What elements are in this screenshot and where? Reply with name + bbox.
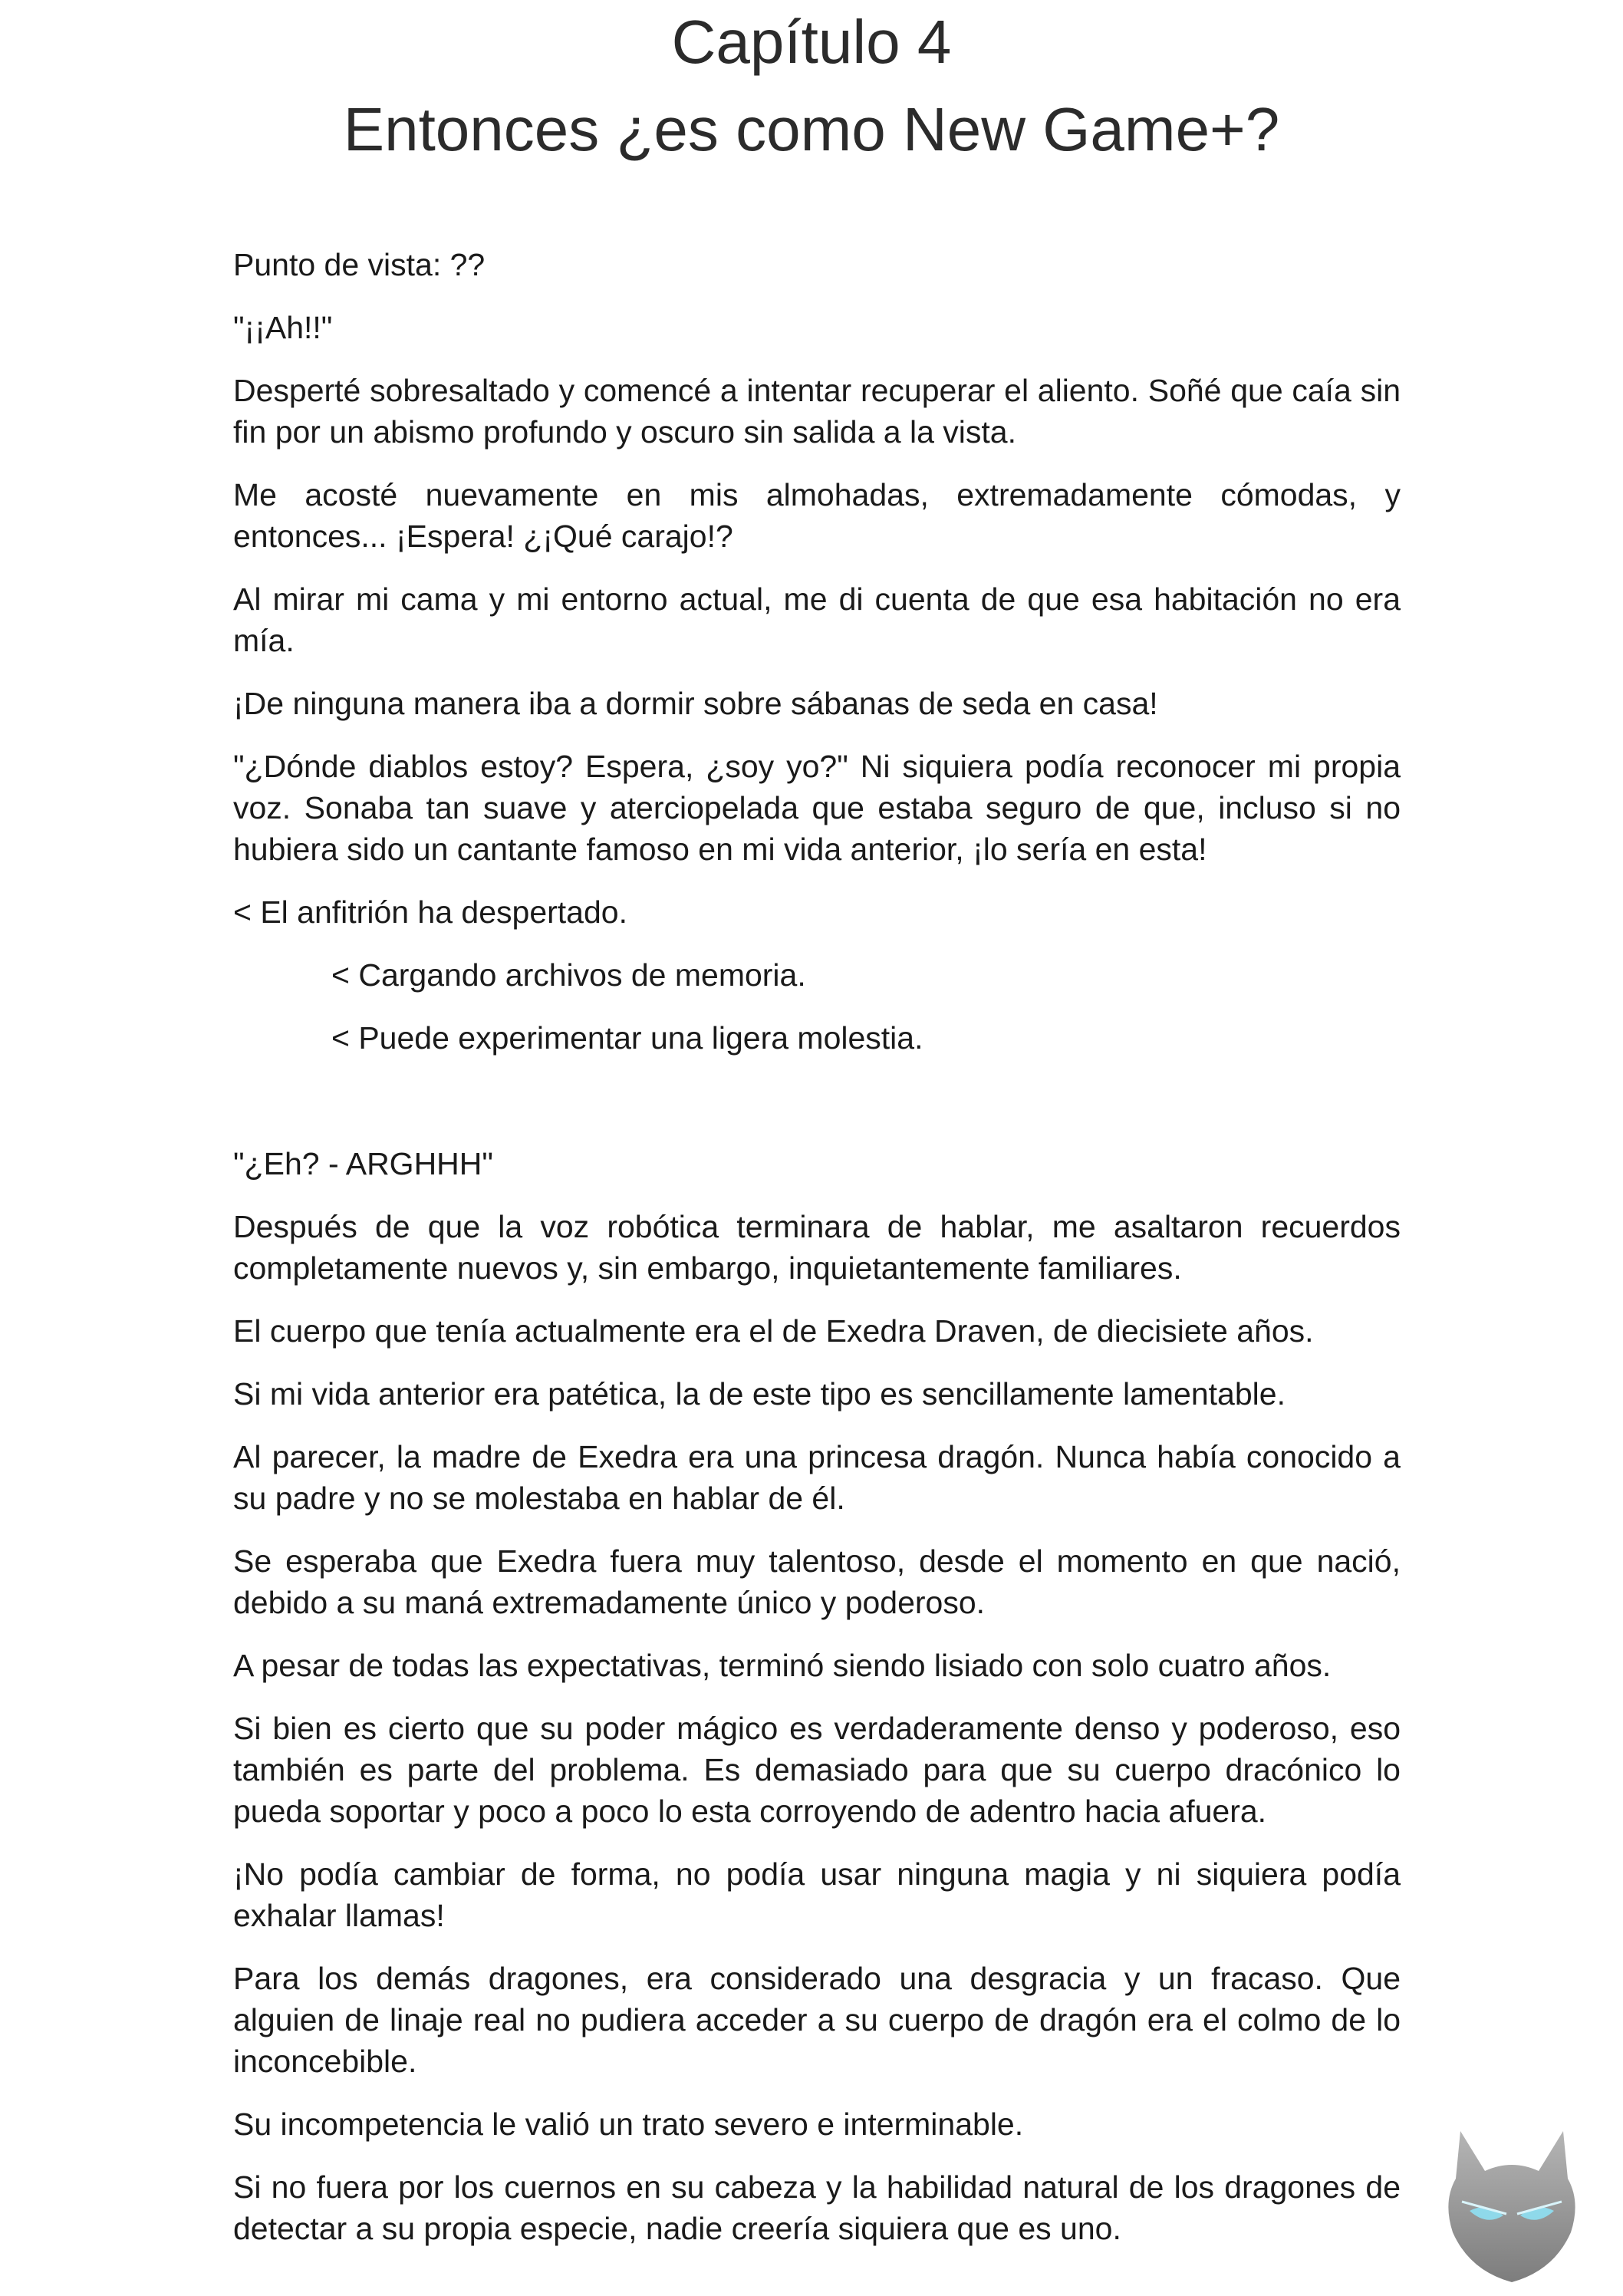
paragraph: "¡¡Ah!!" <box>233 310 333 345</box>
chapter-body <box>233 244 1401 2271</box>
system-message: < El anfitrión ha despertado. <box>233 894 627 930</box>
system-message-indented: < Puede experimentar una ligera molestia. <box>331 1020 923 1056</box>
paragraph: Se esperaba que Exedra fuera muy talentoso, desde el momento en que nació, debido a su maná extremadamente único y poderoso. <box>233 1543 1401 1620</box>
paragraph: Me acosté nuevamente en mis almohadas, extremadamente cómodas, y entonces... ¡Espera! ¿¡Qué carajo!? <box>233 477 1401 554</box>
system-message-indented: < Cargando archivos de memoria. <box>331 957 806 993</box>
paragraph: "¿Eh? - ARGHHH" <box>233 1146 493 1181</box>
paragraph: A pesar de todas las expectativas, terminó siendo lisiado con solo cuatro años. <box>233 1648 1332 1683</box>
paragraph: Si mi vida anterior era patética, la de este tipo es sencillamente lamentable. <box>233 1376 1286 1412</box>
demon-mask-icon <box>1439 2125 1585 2286</box>
paragraph-pov: Punto de vista: ?? <box>233 247 486 282</box>
paragraph: ¡No podía cambiar de forma, no podía usar ninguna magia y ni siquiera podía exhalar llamas! <box>233 1856 1401 1933</box>
paragraph: Si bien es cierto que su poder mágico es verdaderamente denso y poderoso, eso también es parte del problema. Es demasiado para que su cuerpo dracónico lo pueda soportar y poco a poco lo esta corroyendo de adentro hacia afuera. <box>233 1711 1401 1829</box>
paragraph: Para los demás dragones, era considerado una desgracia y un fracaso. Que alguien de linaje real no pudiera acceder a su cuerpo de dragón era el colmo de lo inconcebible. <box>233 1961 1401 2079</box>
paragraph: ¡De ninguna manera iba a dormir sobre sábanas de seda en casa! <box>233 686 1158 721</box>
paragraph: Al mirar mi cama y mi entorno actual, me di cuenta de que esa habitación no era mía. <box>233 581 1401 658</box>
paragraph: Desperté sobresaltado y comencé a intentar recuperar el aliento. Soñé que caía sin fin por un abismo profundo y oscuro sin salida a la vista. <box>233 373 1401 450</box>
paragraph: Si no fuera por los cuernos en su cabeza y la habilidad natural de los dragones de detectar a su propia especie, nadie creería siquiera que es uno. <box>233 2169 1401 2246</box>
paragraph: Al parecer, la madre de Exedra era una princesa dragón. Nunca había conocido a su padre y no se molestaba en hablar de él. <box>233 1439 1401 1516</box>
paragraph: El cuerpo que tenía actualmente era el de Exedra Draven, de diecisiete años. <box>233 1313 1314 1349</box>
paragraph: "¿Dónde diablos estoy? Espera, ¿soy yo?" Ni siquiera podía reconocer mi propia voz. Sonaba tan suave y aterciopelada que estaba seguro de que, incluso si no hubiera sido un cantante famoso en mi vida anterior, ¡lo sería en esta! <box>233 749 1401 867</box>
chapter-title: Entonces ¿es como New Game+? <box>343 95 1280 163</box>
paragraph: Después de que la voz robótica terminara de hablar, me asaltaron recuerdos completamente nuevos y, sin embargo, inquietantemente familiares. <box>233 1209 1401 1286</box>
chapter-number: Capítulo 4 <box>671 8 952 76</box>
paragraph: Su incompetencia le valió un trato severo e interminable. <box>233 2107 1024 2142</box>
